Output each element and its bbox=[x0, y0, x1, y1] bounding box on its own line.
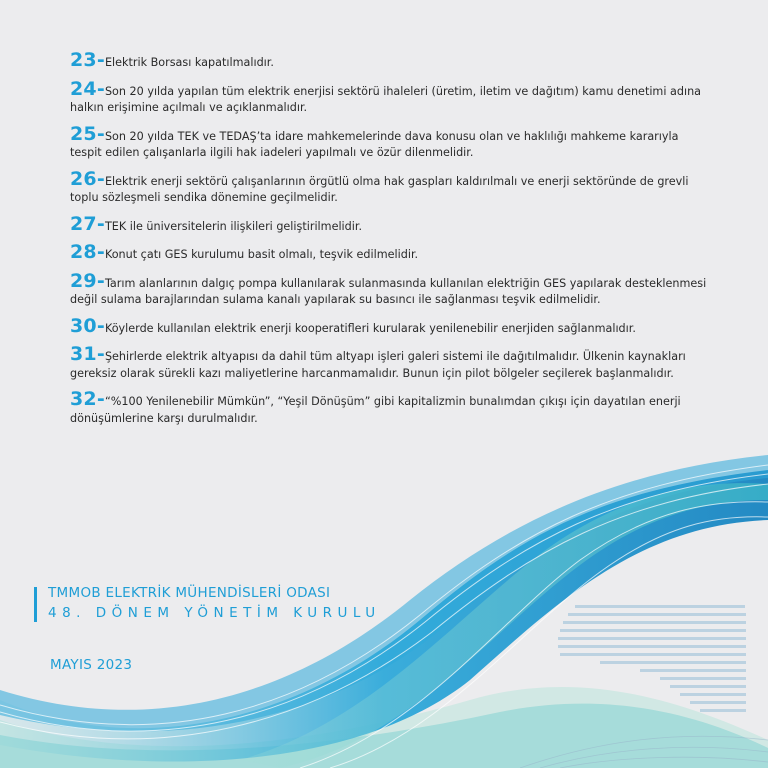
list-item bbox=[70, 49, 710, 72]
demands-list bbox=[70, 49, 710, 436]
item-text: Son 20 yılda TEK ve TEDAŞ’ta idare mahkemelerinde dava konusu olan ve haklılığı mahkeme kararıyla tespit edilen çalışanlarla ilgili hak iadeleri yapılmalı ve özür dilenmelidir. bbox=[70, 129, 679, 159]
item-text: Konut çatı GES kurulumu basit olmalı, teşvik edilmelidir. bbox=[104, 248, 419, 261]
list-item bbox=[70, 212, 710, 236]
item-number: 28- bbox=[70, 241, 105, 263]
item-text: “%100 Yenilenebilir Mümkün”, “Yeşil Dönüşüm” gibi kapitalizmin bunalımdan çıkışı için dayatılan enerji dönüşümlerine karşı durulmalıdır. bbox=[70, 395, 681, 425]
list-item bbox=[70, 77, 710, 117]
list-item bbox=[70, 269, 710, 309]
item-number: 24- bbox=[70, 77, 105, 100]
item-text: Elektrik enerji sektörü çalışanlarının örgütlü olma hak gaspları kaldırılmalı ve enerji sektöründe de grevli toplu sözleşmeli sendika dönemine geçilmelidir. bbox=[70, 174, 689, 204]
list-item bbox=[70, 167, 710, 207]
item-text: Şehirlerde elektrik altyapısı da dahil tüm altyapı işleri galeri sistemi ile dağıtılmalıdır. Ülkenin kaynakları gereksiz olarak sürekli kazı maliyetlerine harcanmamalıdır. Bunun için pilot bölgeler seçilerek başlanmalıdır. bbox=[70, 350, 686, 380]
list-item bbox=[70, 388, 710, 427]
item-number: 30- bbox=[70, 314, 105, 337]
item-text: Tarım alanlarının dalgıç pompa kullanılarak sulanmasında kullanılan elektriğin GES yapılarak desteklenmesi değil sulama barajlarından sulama kanalı yapılarak su basıncı ile sağlanması teşvik edilmelidir. bbox=[70, 276, 707, 306]
item-number: 25- bbox=[70, 122, 105, 145]
accent-bar bbox=[34, 587, 37, 622]
item-number: 29- bbox=[70, 269, 105, 292]
board-name: 48. DÖNEM YÖNETİM KURULU bbox=[48, 605, 381, 621]
item-number: 32- bbox=[70, 388, 105, 410]
list-item bbox=[70, 241, 710, 264]
list-item bbox=[70, 343, 710, 382]
item-text: TEK ile üniversitelerin ilişkileri geliştirilmelidir. bbox=[104, 219, 363, 233]
item-number: 26- bbox=[70, 167, 105, 190]
item-text: Elektrik Borsası kapatılmalıdır. bbox=[104, 56, 274, 69]
organization-name: TMMOB ELEKTRİK MÜHENDİSLERİ ODASI bbox=[48, 585, 331, 601]
item-text: Son 20 yılda yapılan tüm elektrik enerjisi sektörü ihaleleri (üretim, iletim ve dağıtım) kamu denetimi adına halkın erişimine açılmalı ve açıklanmalıdır. bbox=[70, 84, 702, 114]
item-number: 31- bbox=[70, 343, 105, 365]
list-item bbox=[70, 314, 710, 338]
item-number: 27- bbox=[70, 212, 105, 235]
item-number: 23- bbox=[70, 49, 105, 71]
list-item bbox=[70, 122, 710, 162]
publication-date: MAYIS 2023 bbox=[50, 657, 133, 673]
item-text: Köylerde kullanılan elektrik enerji kooperatifleri kurularak yenilenebilir enerjiden sağlanmalıdır. bbox=[104, 321, 636, 335]
